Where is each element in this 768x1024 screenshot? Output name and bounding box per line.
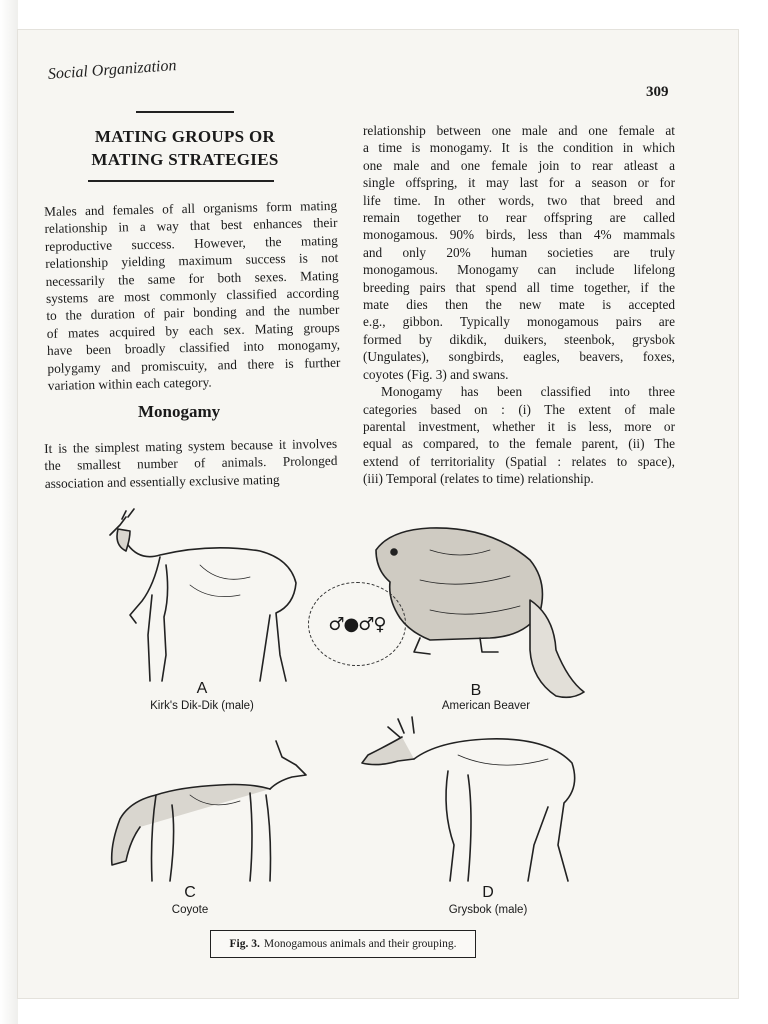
text-line: equal as compared, to the female parent, (ii) The xyxy=(363,436,675,452)
text-line: extend of territoriality (Spatial : relates to space), xyxy=(363,453,675,469)
text-line: association and essentially exclusive mating xyxy=(44,471,280,491)
text-line: single offspring, it may last for a season or for xyxy=(363,175,675,191)
coyote-illustration xyxy=(100,735,310,885)
text-line: e.g., gibbon. Typically monogamous pairs are xyxy=(363,314,675,330)
text-line: one male and one female join to rear atleast a xyxy=(363,157,675,173)
text-line: remain together to rear offspring are called xyxy=(363,210,675,226)
figure-caption-text: Monogamous animals and their grouping. xyxy=(263,938,457,950)
text-line: formed by dikdik, duikers, steenbok, grysbok xyxy=(363,331,675,347)
figure-name-c: Coyote xyxy=(171,904,209,916)
figure-name-b: American Beaver xyxy=(441,700,531,712)
text-line: life time. In other words, two that breed and xyxy=(363,192,675,208)
figure-caption-label: Fig. 3. xyxy=(229,938,260,950)
title-rule-top xyxy=(136,111,234,113)
text-line: Males and females of all organisms form mating xyxy=(44,197,338,219)
figure-caption xyxy=(210,930,476,958)
text-line: a time is monogamy. It is the condition in which xyxy=(363,140,675,156)
figure-label-a: A xyxy=(196,680,208,697)
text-line: parental investment, whether it is less, more or xyxy=(363,418,675,434)
text-line: monogamous. 90% birds, less than 4% mammals xyxy=(363,227,675,243)
page-edge-shadow xyxy=(0,0,18,1024)
text-line: the smallest number of animals. Prolonged xyxy=(44,453,338,474)
section-title-line1: MATING GROUPS OR xyxy=(94,127,276,146)
text-line: and only 20% human societies are truly xyxy=(363,244,675,260)
text-line: monogamous. Monogamy can include lifelong xyxy=(363,262,675,278)
text-line: It is the simplest mating system because it involves xyxy=(44,435,338,456)
mating-symbols-circle: ♂●♂♀ xyxy=(308,582,406,666)
right-paragraph-1 xyxy=(363,122,675,383)
page-number: 309 xyxy=(646,84,669,100)
section-title-line2: MATING STRATEGIES xyxy=(91,150,279,169)
text-line: relationship in a way that best enhances their xyxy=(44,215,338,237)
text-line: to the duration of pair bonding and the number xyxy=(46,302,340,324)
figure-label-b: B xyxy=(470,682,482,699)
text-line: coyotes (Fig. 3) and swans. xyxy=(363,366,509,382)
right-paragraph-2 xyxy=(363,383,675,487)
text-line: relationship between one male and one female at xyxy=(363,123,675,138)
figure-label-c: C xyxy=(184,884,196,901)
figure-label-d: D xyxy=(482,884,494,901)
monogamy-paragraph xyxy=(44,435,338,492)
text-line: breeding pairs that spend all time together, if the xyxy=(363,279,675,295)
monogamy-subheading: Monogamy xyxy=(138,402,221,421)
text-line: polygamy and promiscuity, and there is further xyxy=(47,354,341,376)
text-line: relationship yielding maximum success is not xyxy=(45,250,339,272)
text-line: have been broadly classified into monogamy, xyxy=(46,337,341,359)
text-line: categories based on : (i) The extent of male xyxy=(363,401,675,417)
text-line: of mates acquired by each sex. Mating groups xyxy=(46,319,340,341)
text-line: reproductive success. However, the mating xyxy=(44,232,338,254)
grysbok-illustration xyxy=(358,715,588,885)
text-line: (iii) Temporal (relates to time) relationship. xyxy=(363,471,594,487)
intro-paragraph xyxy=(44,197,341,395)
running-header: Social Organization xyxy=(47,57,177,83)
beaver-illustration xyxy=(370,520,600,705)
figure-name-d: Grysbok (male) xyxy=(448,904,528,916)
text-line: variation within each category. xyxy=(47,374,212,394)
title-rule-bottom xyxy=(88,180,274,182)
text-line: mate dies then the new mate is accepted xyxy=(363,297,675,313)
text-line: systems are most commonly classified according xyxy=(45,284,340,307)
right-column xyxy=(363,122,675,488)
dikdik-illustration xyxy=(100,505,300,685)
text-line: necessarily the same for both sexes. Mating xyxy=(45,267,339,289)
text-line: Monogamy has been classified into three xyxy=(381,384,675,400)
figure-name-a: Kirk's Dik-Dik (male) xyxy=(150,700,254,712)
text-line: (Ungulates), songbirds, eagles, beavers, foxes, xyxy=(363,349,675,365)
